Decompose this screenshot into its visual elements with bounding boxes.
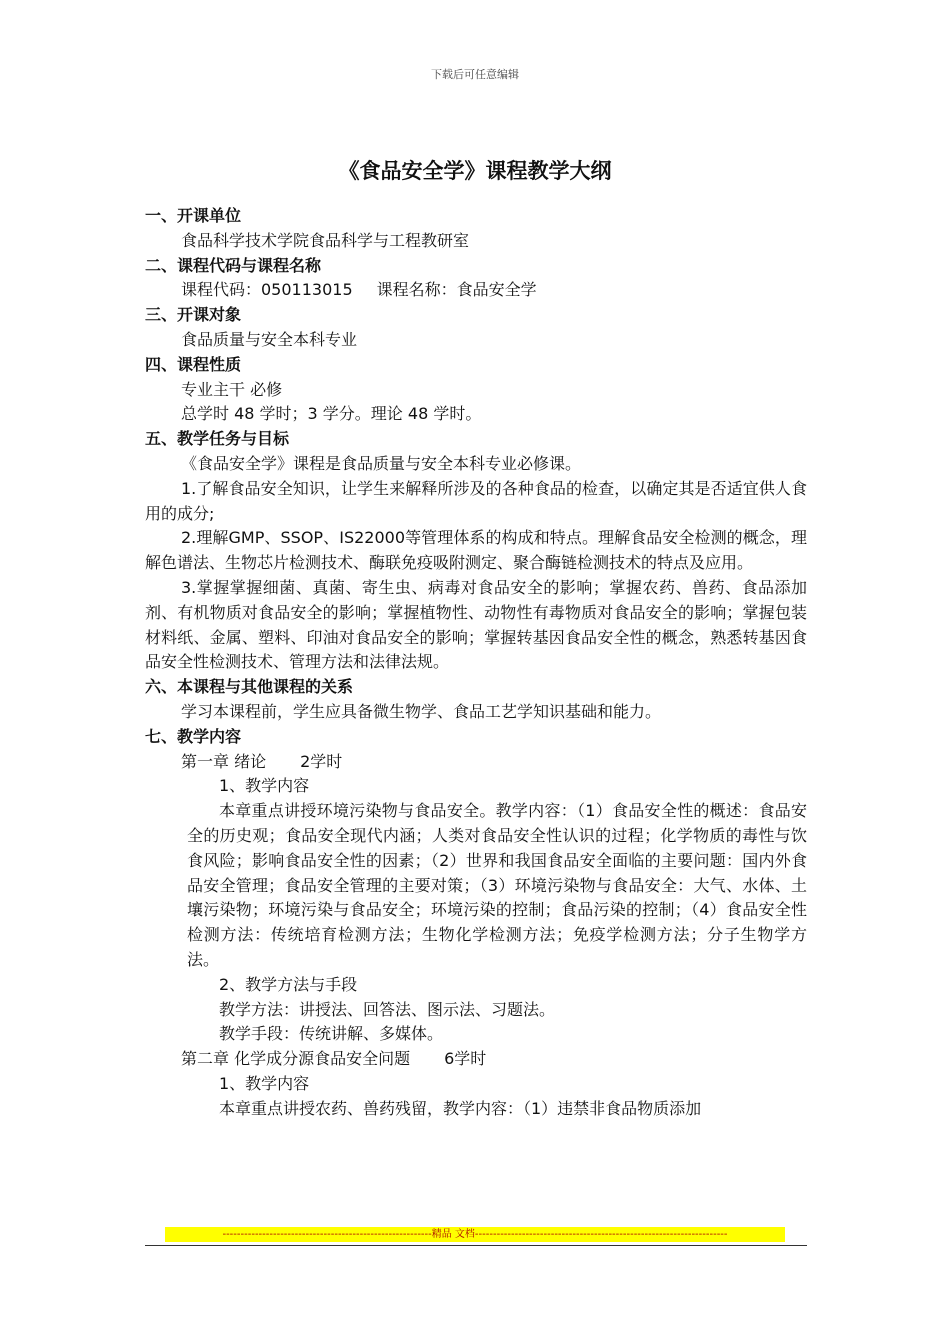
- section-heading-5: 五、教学任务与目标: [145, 429, 290, 449]
- course-name: 课程名称：食品安全学: [376, 280, 537, 300]
- section-heading-6: 六、本课程与其他课程的关系: [145, 677, 354, 697]
- document-title: 《食品安全学》课程教学大纲: [338, 159, 612, 183]
- page-footer-banner: ----------------------------------------------------------精品 文档----------------------------------------------------------------------: [165, 1227, 785, 1242]
- section-text-3: 食品质量与安全本科专业: [181, 329, 358, 349]
- page-header: 下载后可任意编辑: [431, 68, 519, 81]
- section-heading-3: 三、开课对象: [145, 305, 242, 325]
- section-text-6: 学习本课程前，学生应具备微生物学、食品工艺学知识基础和能力。: [181, 701, 662, 721]
- chapter-1-hours: 2学时: [300, 751, 343, 771]
- chapter-2-sub-1: 1、教学内容: [219, 1073, 310, 1093]
- objective-1: 1.了解食品安全知识，让学生来解释所涉及的各种食品的检查，以确定其是否适宜供人食用的成分;: [145, 478, 807, 523]
- section-heading-1: 一、开课单位: [145, 206, 242, 225]
- chapter-1-method: 教学方法：讲授法、回答法、图示法、习题法。: [219, 999, 556, 1019]
- section-heading-4: 四、课程性质: [145, 354, 242, 374]
- footer-divider: [145, 1245, 807, 1246]
- objective-intro: 《食品安全学》课程是食品质量与安全本科专业必修课。: [181, 453, 582, 473]
- chapter-2-title: 第二章 化学成分源食品安全问题 6学时: [181, 1049, 487, 1069]
- chapter-1-sub-1: 1、教学内容: [219, 776, 310, 796]
- chapter-1-means: 教学手段：传统讲解、多媒体。: [219, 1024, 444, 1044]
- course-nature: 专业主干 必修: [181, 379, 283, 399]
- chapter-2-body: 本章重点讲授农药、兽药残留，教学内容：（1）违禁非食品物质添加: [219, 1098, 702, 1118]
- document-body: [145, 204, 807, 1121]
- course-code-line: [145, 278, 807, 303]
- section-heading-7: 七、教学内容: [145, 726, 242, 746]
- chapter-1-body: 本章重点讲授环境污染物与食品安全。教学内容：（1）食品安全性的概述：食品安全的历史观；食品安全现代内涵；人类对食品安全性认识的过程；化学物质的毒性与饮食风险；影响食品安全性的因素；（2）世界和我国食品安全面临的主要问题：国内外食品安全管理；食品安全管理的主要对策；（3）环境污染物与食品安全：大气、水体、土壤污染物；环境污染与食品安全；环境污染的控制；食品污染的控制；（4）食品安全性检测方法：传统培育检测方法；生物化学检测方法；免疫学检测方法；分子生物学方法。: [187, 801, 807, 969]
- objective-2: 2.理解GMP、SSOP、IS22000等管理体系的构成和特点。理解食品安全检测的概念，理解色谱法、生物芯片检测技术、酶联免疫吸附测定、聚合酶链检测技术的特点及应用。: [145, 528, 807, 573]
- chapter-2-hours: 6学时: [444, 1049, 487, 1069]
- section-heading-2: 二、课程代码与课程名称: [145, 255, 322, 275]
- course-hours: 总学时 48 学时；3 学分。理论 48 学时。: [181, 404, 482, 424]
- chapter-1-sub-2: 2、教学方法与手段: [219, 974, 358, 994]
- course-code: 课程代码：050113015: [181, 280, 353, 300]
- objective-3: 3.掌握掌握细菌、真菌、寄生虫、病毒对食品安全的影响；掌握农药、兽药、食品添加剂、有机物质对食品安全的影响；掌握植物性、动物性有毒物质对食品安全的影响；掌握包装材料纸、金属、塑料、印油对食品安全的影响；掌握转基因食品安全性的概念，熟悉转基因食品安全性检测技术、管理方法和法律法规。: [145, 577, 807, 672]
- chapter-1-title: 第一章 绪论 2学时: [181, 751, 343, 771]
- section-text-1: 食品科学技术学院食品科学与工程教研室: [181, 230, 470, 250]
